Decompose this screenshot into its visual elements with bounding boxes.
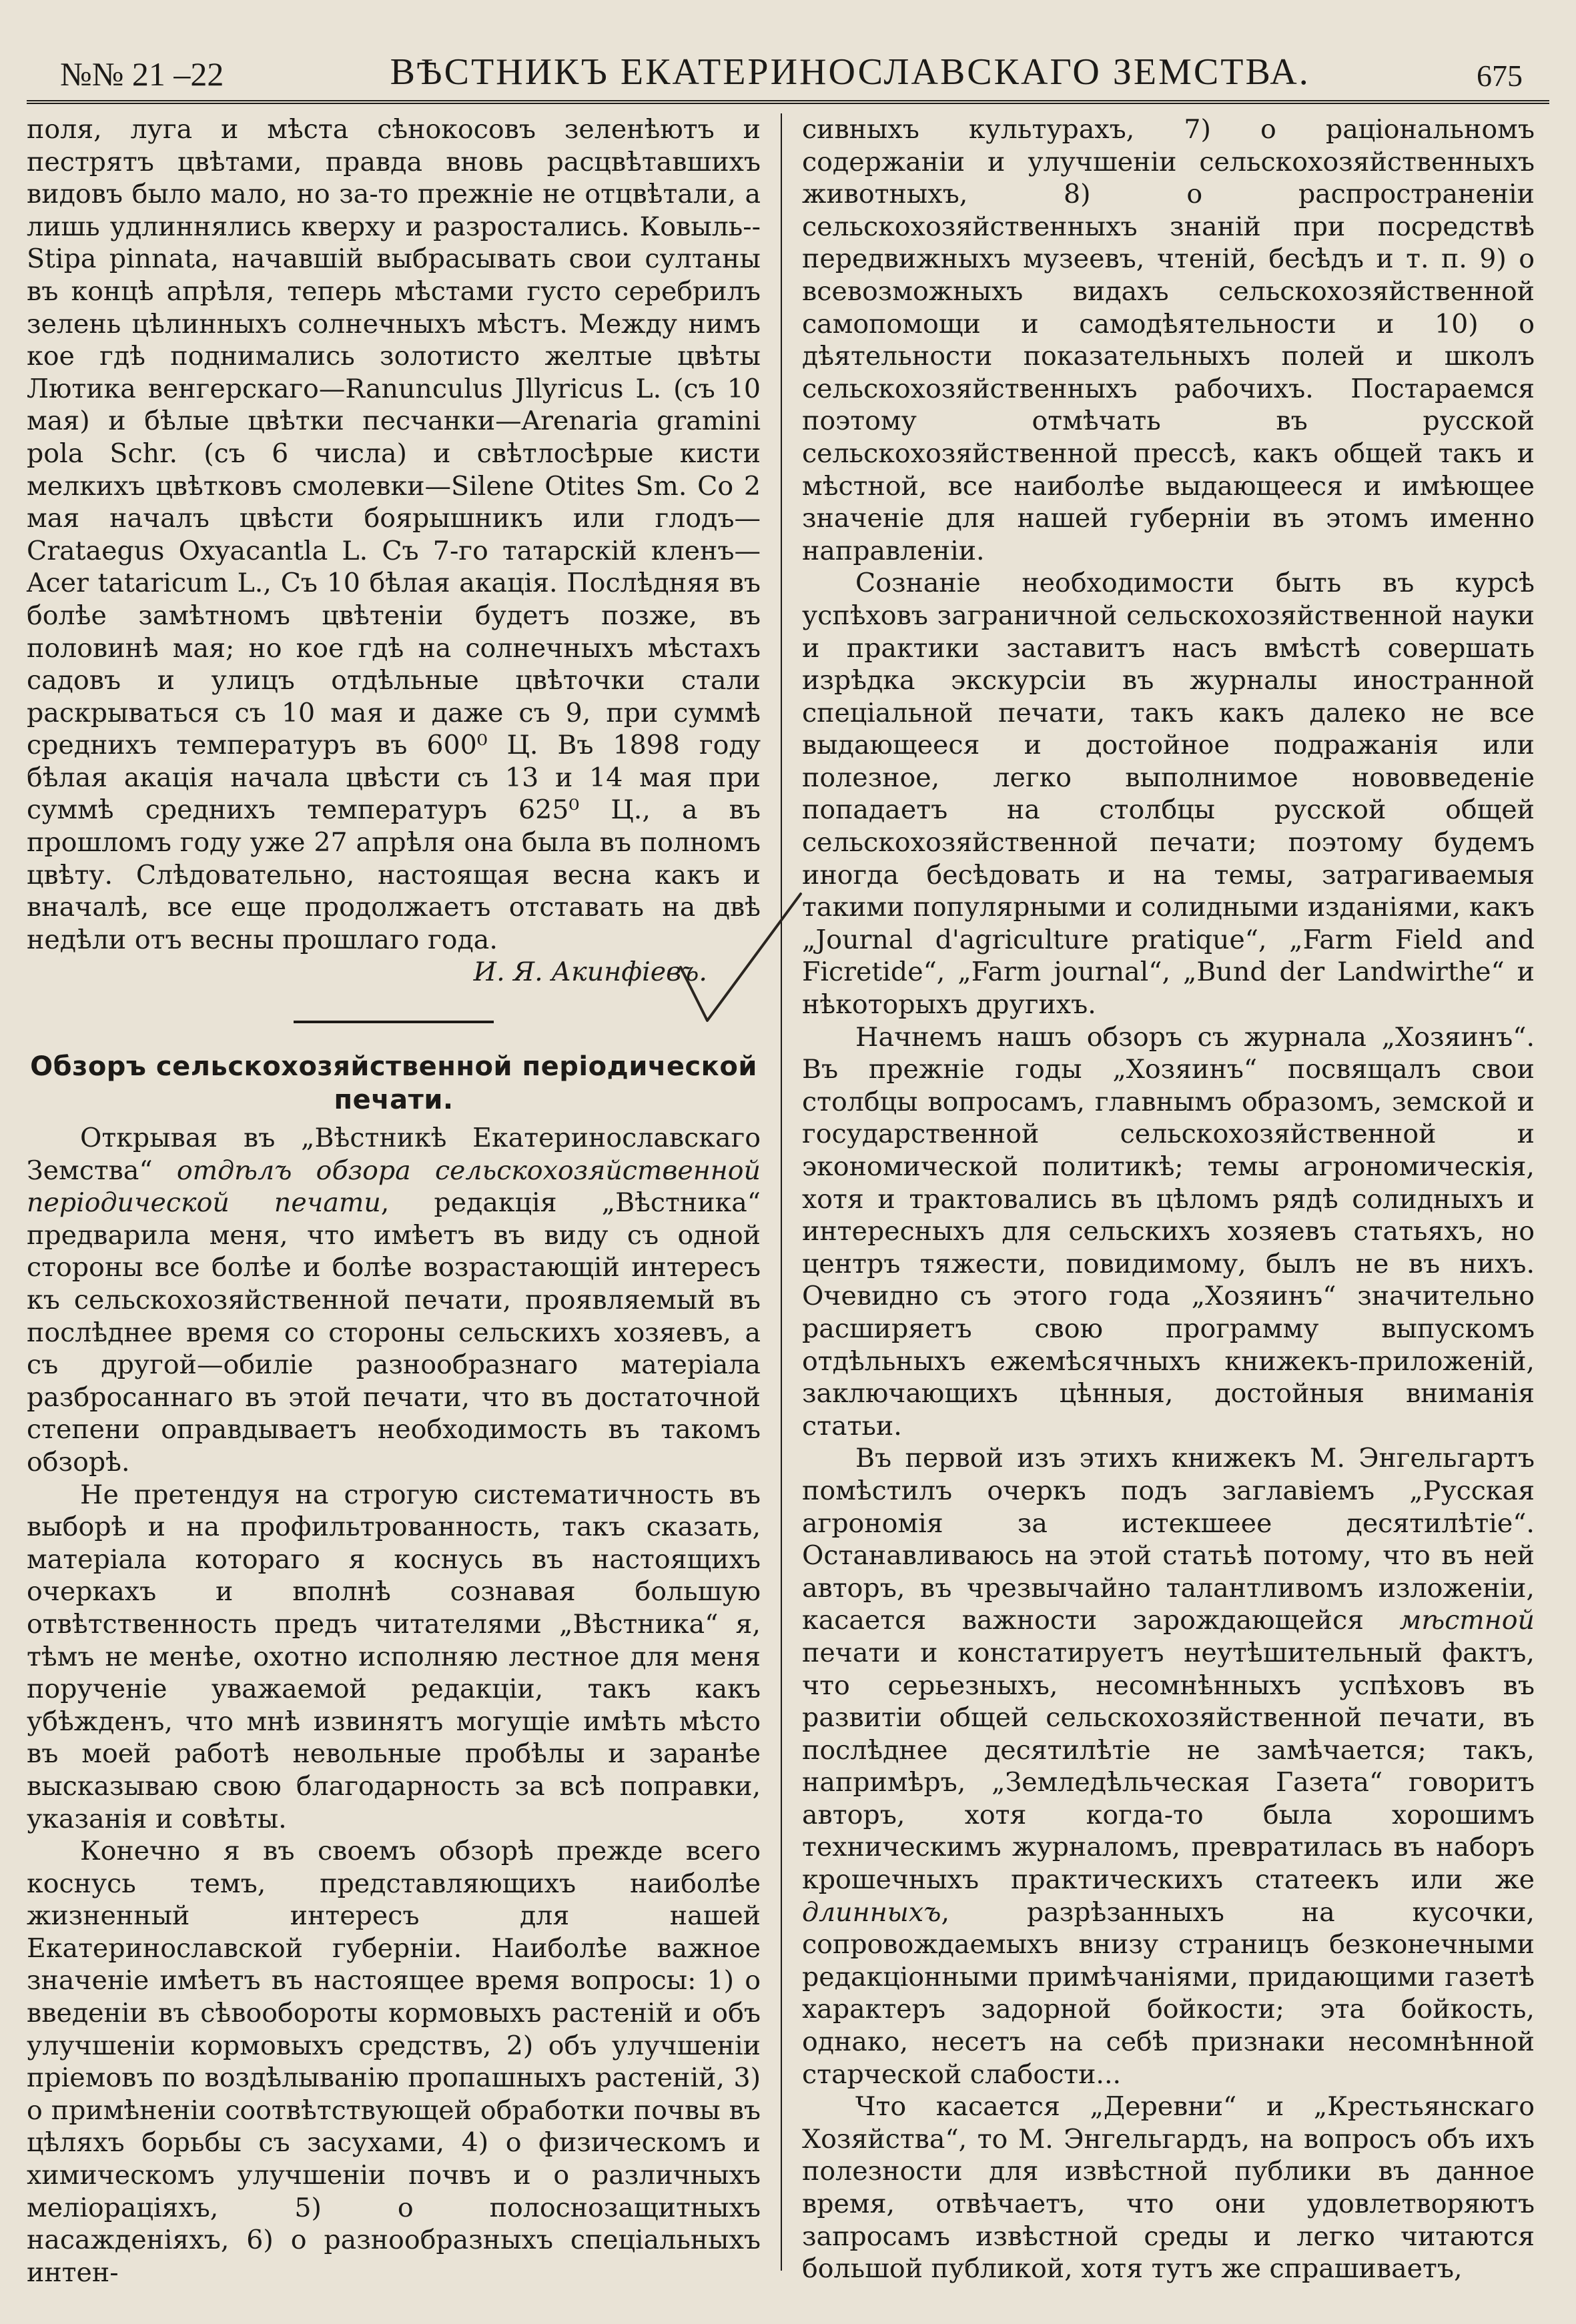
engelgart-emphasis-local: мѣстной [1399,1605,1535,1636]
intro-text-b: , редакція „Вѣстника“ предварила меня, что имѣетъ въ виду съ одной стороны все болѣе и болѣе возрастающій интересъ къ сельскохозяйственной печати, проявляемый въ послѣднее время со стороны сельскихъ хозяевъ, а съ другой—обиліе разнообразнаго матеріала разбросаннаго въ этой печати, что въ достаточной степени оправдываетъ необходимость въ такомъ обзорѣ. [27,1187,761,1478]
topics-continued-paragraph: сивныхъ культурахъ, 7) о раціональномъ содержаніи и улучшеніи сельскохозяйственныхъ животныхъ, 8) о распространеніи сельскохозяйственныхъ знаній при посредствѣ передвижныхъ музеевъ, чтеній, бесѣдъ и т. п. 9) о всевозможныхъ видахъ сельскохозяйственной самопомощи и самодѣятельности и 10) о дѣятельности показательныхъ полей и школъ сельскохозяйственныхъ рабочихъ. Постараемся поэтому отмѣчать въ русской сельскохозяйственной прессѣ, какъ общей такъ и мѣстной, все наиболѣе выдающееся и имѣющее значеніе для нашей губерніи въ этомъ именно направленіи. [802,114,1535,566]
journal-title: ВѢСТНИКЪ ЕКАТЕРИНОСЛАВСКАГО ЗЕМСТВА. [390,51,1310,93]
topics-paragraph: Конечно я въ своемъ обзорѣ прежде всего коснусь темъ, представляющихъ наиболѣе жизненный интересъ для нашей Екатеринославской губерніи. Наиболѣе важное значеніе имѣетъ въ настоящее время вопросы: 1) о введеніи въ сѣвообороты кормовыхъ растеній и объ улучшеніи кормовыхъ средствъ, 2) объ улучшеніи пріемовъ по воздѣлыванію пропашныхъ растеній, 3) о примѣненіи соотвѣтствующей обработки почвы въ цѣляхъ борьбы съ засухами, 4) о физическомъ и химическомъ улучшеніи почвъ и о различныхъ меліораціяхъ, 5) о полоснозащитныхъ насажденіяхъ, 6) о разнообразныхъ спеціальныхъ интен- [27,1836,761,2288]
left-column [27,113,781,2288]
author-signature: И. Я. Акинфіевъ. [473,957,707,988]
derevnya-paragraph: Что касается „Деревни“ и „Крестьянскаго Хозяйства“, то М. Энгельгардъ, на вопросъ объ ихъ полезности для извѣстной публики въ данное время, отвѣчаетъ, что они удовлетворяютъ запросамъ извѣстной среды и легко читаются большой публикой, хотя тутъ же спрашиваетъ, [802,2091,1535,2285]
handwritten-checkmark-icon [674,887,807,1034]
issue-number: №№ 21 –22 [60,55,224,93]
engelgart-emphasis-long: длинныхъ [802,1896,941,1928]
right-column [781,113,1535,2285]
intro-text-a: Открывая въ „Вѣстникѣ Екатеринославскаго Земства“ [27,1123,761,1186]
engelgart-text-b: печати и констатируетъ неутѣшительный фактъ, что серьезныхъ, несомнѣнныхъ успѣховъ въ развитіи общей сельскохозяйственной печати, въ послѣднее десятилѣтіе не замѣчается; такъ, напримѣръ, „Земледѣльческая Газета“ говоритъ авторъ, хотя когда-то была хорошимъ техническимъ журналомъ, превратилась въ наборъ крошечныхъ практическихъ статеекъ или же [802,1637,1535,1896]
intro-emphasis: отдѣлъ обзора сельскохозяйственной періодической печати [27,1155,761,1219]
responsibility-paragraph: Не претендуя на строгую систематичность въ выборѣ и на профильтрованность, такъ сказать, матеріала котораго я коснусь въ настоящихъ очеркахъ и вполнѣ сознавая большую отвѣтственность предъ читателями „Вѣстника“ я, тѣмъ не менѣе, охотно исполняю лестное для меня порученіе уважаемой редакціи, такъ какъ убѣжденъ, что мнѣ извинятъ могущіе имѣть мѣсто въ моей работѣ невольные пробѣлы и заранѣе высказываю свою благодарность за всѣ поправки, указанія и совѣты. [27,1479,761,1834]
engelgart-paragraph [802,1442,1535,2091]
foreign-press-paragraph: Сознаніе необходимости быть въ курсѣ успѣховъ заграничной сельскохозяйственной науки и практики заставитъ насъ вмѣстѣ совершать изрѣдка экскурсіи въ журналы иностранной спеціальной печати, такъ какъ далеко не все выдающееся и достойное подражанія или полезное, легко выполнимое нововведеніе попадаетъ на столбцы русской общей сельскохозяйственной печати; поэтому будемъ иногда бесѣдовать и на темы, затрагиваемыя такими популярными и солидными изданіями, какъ „Journal d'agriculture pratique“, „Farm Field and Ficretide“, „Farm journal“, „Bund der Landwirthe“ и нѣкоторыхъ другихъ. [802,568,1535,1021]
engelgart-text-a: Въ первой изъ этихъ книжекъ М. Энгельгартъ помѣстилъ очеркъ подъ заглавіемъ „Русская агрономія за истекшеее десятилѣтіе“. Останавливаюсь на этой статьѣ потому, что въ ней авторъ, въ чрезвычайно талантливомъ изложеніи, касается важности зарождающейся [802,1443,1535,1636]
section-divider [294,1021,494,1023]
intro-paragraph [27,1122,761,1479]
page-number: 675 [1477,59,1523,93]
page-header [27,20,1549,104]
engelgart-text-c: , разрѣзанныхъ на кусочки, сопровождаемыхъ внизу страницъ безконечными редакціонными примѣчаніями, придающими газетѣ характеръ задорной бойкости; эта бойкость, однако, несетъ на себѣ признаки несомнѣнной старческой слабости... [802,1896,1535,2090]
phenology-paragraph: поля, луга и мѣста сѣнокосовъ зеленѣютъ и пестрятъ цвѣтами, правда вновь расцвѣтавшихъ видовъ было мало, но за-то прежніе не отцвѣтали, а лишь удлиннялись кверху и разростались. Ковыль--Stipa pinnata, начавшій выбрасывать свои султаны въ концѣ апрѣля, теперь мѣстами густо серебрилъ зелень цѣлинныхъ солнечныхъ мѣстъ. Между нимъ кое гдѣ поднимались золотисто желтые цвѣты Лютика венгерскаго—Ranunculus Jllyricus L. (съ 10 мая) и бѣлые цвѣтки песчанки—Arenaria gramini pola Schr. (съ 6 числа) и свѣтлосѣрые кисти мелкихъ цвѣтковъ смолевки—Silene Otites Sm. Со 2 мая началъ цвѣсти боярышникъ или глодъ—Crataegus Oxyacantla L. Съ 7-го татарскій кленъ—Acer tataricum L., Съ 10 бѣлая акація. Послѣдняя въ болѣе замѣтномъ цвѣтеніи будетъ позже, въ половинѣ мая; но кое гдѣ на солнечныхъ мѣстахъ садовъ и улицъ отдѣльные цвѣточки стали раскрываться съ 10 мая и даже съ 9, при суммѣ среднихъ температуръ въ 600⁰ Ц. Въ 1898 году бѣлая акація начала цвѣсти съ 13 и 14 мая при суммѣ среднихъ температуръ 625⁰ Ц., а въ прошломъ году уже 27 апрѣля она была въ полномъ цвѣту. Слѣдовательно, настоящая весна какъ и вначалѣ, все еще продолжаетъ отставать на двѣ недѣли отъ весны прошлаго года. [27,114,761,955]
section-title: Обзоръ сельскохозяйственной періодической печати. [30,1051,757,1116]
columns [27,113,1549,2288]
khozyain-paragraph: Начнемъ нашъ обзоръ съ журнала „Хозяинъ“. Въ прежніе годы „Хозяинъ“ посвящалъ свои столбцы вопросамъ, главнымъ образомъ, земской и государственной сельскохозяйственной и экономической политикѣ; темы агрономическія, хотя и трактовались въ цѣломъ рядѣ солидныхъ и интересныхъ для сельскихъ хозяевъ статьяхъ, но центръ тяжести, повидимому, былъ не въ нихъ. Очевидно съ этого года „Хозяинъ“ значительно расширяетъ свою программу выпускомъ отдѣльныхъ ежемѣсячныхъ книжекъ-приложеній, заключающихъ цѣнныя, достойныя вниманія статьи. [802,1021,1535,1441]
